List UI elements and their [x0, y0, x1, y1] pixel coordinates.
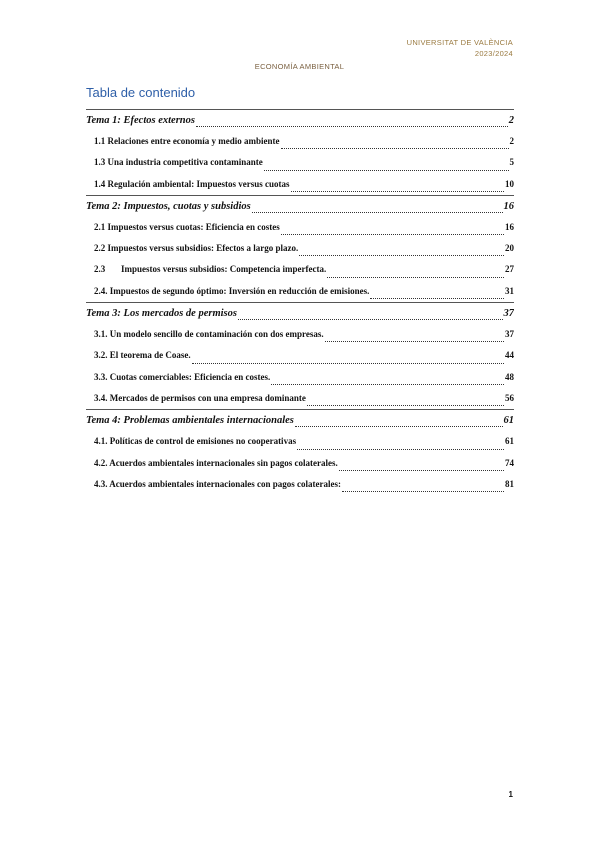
toc-leader — [342, 491, 504, 492]
toc-entry-4-2[interactable] — [86, 453, 514, 474]
toc-entry-page: 2 — [509, 136, 514, 146]
toc-entry-page: 56 — [505, 392, 514, 403]
toc-leader — [281, 234, 504, 235]
academic-year: 2023/2024 — [474, 49, 513, 58]
toc-entry-label: 4.2. Acuerdos ambientales internacionales sin pagos colaterales. — [94, 457, 338, 468]
toc-entry-label: 3.2. El teorema de Coase. — [94, 350, 191, 361]
toc-leader — [307, 405, 504, 406]
toc-leader — [271, 384, 504, 385]
toc-entry-page: 37 — [503, 308, 514, 320]
toc-entry-page: 81 — [505, 478, 514, 489]
toc-entry-tema-1[interactable] — [86, 109, 514, 131]
toc-entry-page: 61 — [505, 436, 514, 447]
toc-title: Tabla de contenido — [86, 85, 196, 100]
toc-entry-tema-4[interactable] — [86, 409, 514, 431]
toc-entry-3-3[interactable] — [86, 367, 514, 388]
toc-entry-label: 2.3 Impuestos versus subsidios: Competencia imperfecta. — [94, 264, 327, 275]
toc-entry-2-1[interactable] — [86, 217, 514, 238]
toc-entry-label: 3.4. Mercados de permisos con una empresa dominante — [94, 392, 306, 403]
toc-entry-label: 3.3. Cuotas comerciables: Eficiencia en costes. — [94, 371, 271, 382]
toc-entry-page: 27 — [505, 264, 514, 275]
toc-entry-3-4[interactable] — [86, 388, 514, 409]
toc-entry-label: 2.2 Impuestos versus subsidios: Efectos a largo plazo. — [94, 243, 299, 254]
toc-entry-page: 74 — [505, 457, 514, 468]
toc-entry-4-1[interactable] — [86, 431, 514, 452]
toc-entry-2-4[interactable] — [86, 281, 514, 302]
toc-entry-label: 1.4 Regulación ambiental: Impuestos versus cuotas — [94, 178, 290, 189]
toc-entry-page: 20 — [505, 243, 514, 254]
page-header-right — [407, 37, 513, 59]
toc-leader — [252, 212, 503, 213]
toc-leader — [297, 449, 504, 450]
toc-entry-page: 37 — [505, 329, 514, 340]
toc-entry-label: 1.1 Relaciones entre economía y medio ambiente — [94, 136, 280, 146]
university-name: UNIVERSITAT DE VALÈNCIA — [406, 38, 513, 47]
page-number: 1 — [508, 790, 513, 799]
toc-entry-label: 3.1. Un modelo sencillo de contaminación con dos empresas. — [94, 329, 324, 340]
toc-entry-2-2[interactable] — [86, 238, 514, 259]
toc-entry-label: 1.3 Una industria competitiva contaminante — [94, 157, 263, 168]
toc-leader — [264, 170, 509, 171]
toc-entry-page: 10 — [505, 178, 514, 189]
toc-entry-label: 4.3. Acuerdos ambientales internacionales con pagos colaterales: — [94, 478, 341, 489]
toc-entry-label: Tema 1: Efectos externos — [86, 115, 195, 126]
toc-entry-3-2[interactable] — [86, 345, 514, 366]
toc-leader — [327, 277, 504, 278]
toc-entry-page: 16 — [505, 221, 514, 232]
toc-leader — [238, 319, 503, 320]
toc-entry-2-3[interactable] — [86, 259, 514, 280]
toc-entry-4-3[interactable] — [86, 474, 514, 495]
table-of-contents — [86, 109, 514, 495]
toc-entry-page: 61 — [503, 415, 514, 427]
toc-entry-page: 2 — [508, 115, 514, 126]
toc-entry-page: 31 — [505, 285, 514, 296]
toc-leader — [196, 126, 508, 127]
toc-entry-1-4[interactable] — [86, 174, 514, 195]
toc-leader — [370, 298, 504, 299]
toc-entry-label: 4.1. Políticas de control de emisiones no cooperativas — [94, 436, 297, 447]
toc-leader — [295, 426, 503, 427]
toc-entry-label: 2.4. Impuestos de segundo óptimo: Inversión en reducción de emisiones. — [94, 285, 370, 296]
toc-leader — [339, 470, 504, 471]
toc-entry-3-1[interactable] — [86, 324, 514, 345]
toc-entry-label: Tema 2: Impuestos, cuotas y subsidios — [86, 200, 251, 212]
toc-entry-tema-3[interactable] — [86, 302, 514, 324]
toc-leader — [192, 363, 504, 364]
toc-leader — [299, 255, 504, 256]
toc-entry-1-3[interactable] — [86, 152, 514, 173]
toc-entry-tema-2[interactable] — [86, 195, 514, 217]
toc-leader — [291, 191, 504, 192]
subject-header: ECONOMÍA AMBIENTAL — [254, 62, 345, 71]
toc-entry-label: Tema 3: Los mercados de permisos — [86, 308, 237, 320]
toc-entry-page: 48 — [505, 371, 514, 382]
toc-entry-page: 5 — [509, 157, 514, 168]
toc-leader — [325, 341, 504, 342]
toc-entry-page: 16 — [503, 200, 514, 212]
toc-leader — [281, 148, 509, 149]
toc-entry-1-1[interactable] — [86, 131, 514, 152]
toc-entry-label: 2.1 Impuestos versus cuotas: Eficiencia en costes — [94, 221, 280, 232]
toc-entry-label: Tema 4: Problemas ambientales internacionales — [86, 415, 294, 427]
toc-entry-page: 44 — [505, 350, 514, 361]
